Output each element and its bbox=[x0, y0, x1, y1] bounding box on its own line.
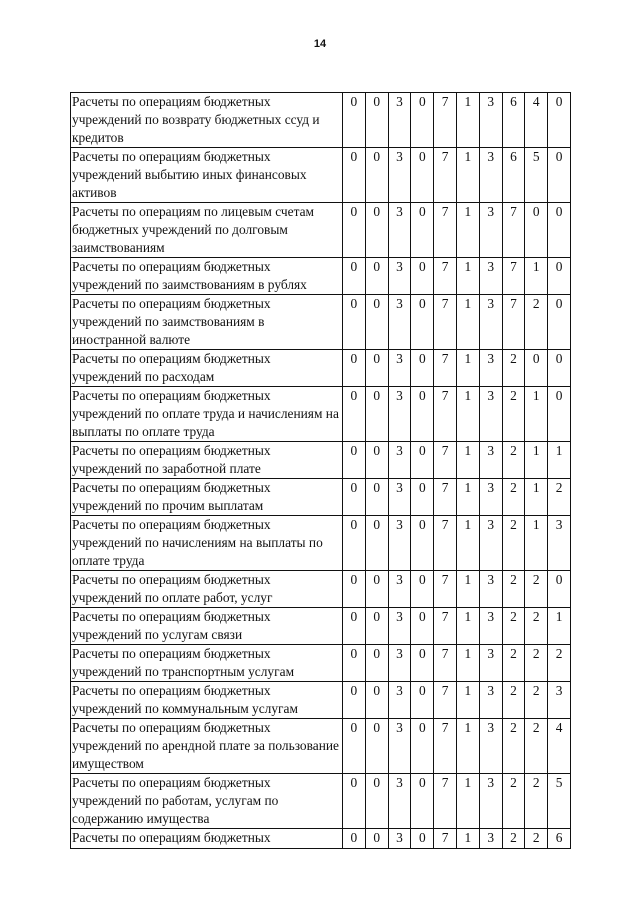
code-digit: 0 bbox=[343, 479, 366, 516]
code-digit: 3 bbox=[479, 479, 502, 516]
code-digit: 0 bbox=[548, 295, 571, 350]
code-digit: 0 bbox=[525, 350, 548, 387]
account-description: Расчеты по операциям бюджетных учреждений по заработной плате bbox=[71, 442, 343, 479]
code-digit: 6 bbox=[548, 829, 571, 849]
code-digit: 3 bbox=[388, 479, 411, 516]
code-digit: 6 bbox=[502, 148, 525, 203]
code-digit: 5 bbox=[548, 774, 571, 829]
code-digit: 0 bbox=[365, 350, 388, 387]
code-digit: 7 bbox=[434, 608, 457, 645]
code-digit: 7 bbox=[434, 148, 457, 203]
code-digit: 3 bbox=[388, 516, 411, 571]
code-digit: 0 bbox=[365, 295, 388, 350]
code-digit: 7 bbox=[434, 774, 457, 829]
code-digit: 1 bbox=[525, 387, 548, 442]
code-digit: 7 bbox=[434, 516, 457, 571]
code-digit: 0 bbox=[411, 608, 434, 645]
code-digit: 0 bbox=[365, 682, 388, 719]
code-digit: 0 bbox=[365, 571, 388, 608]
code-digit: 2 bbox=[525, 571, 548, 608]
code-digit: 0 bbox=[365, 516, 388, 571]
code-digit: 2 bbox=[525, 295, 548, 350]
code-digit: 3 bbox=[479, 719, 502, 774]
code-digit: 1 bbox=[525, 516, 548, 571]
code-digit: 2 bbox=[525, 774, 548, 829]
table-row bbox=[71, 829, 571, 849]
code-digit: 1 bbox=[456, 442, 479, 479]
code-digit: 3 bbox=[548, 516, 571, 571]
code-digit: 2 bbox=[502, 516, 525, 571]
page-number: 14 bbox=[313, 38, 327, 50]
code-digit: 0 bbox=[411, 479, 434, 516]
code-digit: 0 bbox=[343, 571, 366, 608]
code-digit: 0 bbox=[365, 93, 388, 148]
code-digit: 2 bbox=[502, 645, 525, 682]
code-digit: 1 bbox=[456, 203, 479, 258]
account-description: Расчеты по операциям бюджетных учреждений по прочим выплатам bbox=[71, 479, 343, 516]
code-digit: 2 bbox=[525, 829, 548, 849]
table-body bbox=[71, 93, 571, 849]
code-digit: 2 bbox=[502, 774, 525, 829]
code-digit: 7 bbox=[502, 203, 525, 258]
code-digit: 0 bbox=[411, 258, 434, 295]
code-digit: 2 bbox=[502, 387, 525, 442]
code-digit: 3 bbox=[479, 571, 502, 608]
code-digit: 1 bbox=[456, 387, 479, 442]
code-digit: 5 bbox=[525, 148, 548, 203]
code-digit: 2 bbox=[548, 479, 571, 516]
code-digit: 3 bbox=[479, 203, 502, 258]
code-digit: 2 bbox=[502, 608, 525, 645]
code-digit: 3 bbox=[388, 350, 411, 387]
code-digit: 3 bbox=[479, 682, 502, 719]
code-digit: 0 bbox=[411, 829, 434, 849]
code-digit: 1 bbox=[456, 479, 479, 516]
code-digit: 1 bbox=[525, 258, 548, 295]
code-digit: 3 bbox=[388, 295, 411, 350]
code-digit: 0 bbox=[343, 829, 366, 849]
code-digit: 3 bbox=[479, 258, 502, 295]
code-digit: 0 bbox=[365, 387, 388, 442]
account-description: Расчеты по операциям бюджетных учреждений по возврату бюджетных ссуд и кредитов bbox=[71, 93, 343, 148]
code-digit: 6 bbox=[502, 93, 525, 148]
code-digit: 2 bbox=[502, 442, 525, 479]
table-row bbox=[71, 350, 571, 387]
code-digit: 0 bbox=[343, 442, 366, 479]
code-digit: 2 bbox=[502, 350, 525, 387]
code-digit: 1 bbox=[456, 516, 479, 571]
code-digit: 3 bbox=[388, 93, 411, 148]
code-digit: 0 bbox=[548, 203, 571, 258]
code-digit: 0 bbox=[343, 774, 366, 829]
code-digit: 0 bbox=[343, 719, 366, 774]
code-digit: 1 bbox=[548, 608, 571, 645]
code-digit: 3 bbox=[388, 258, 411, 295]
account-codes-table bbox=[70, 92, 571, 849]
code-digit: 2 bbox=[502, 571, 525, 608]
code-digit: 7 bbox=[434, 295, 457, 350]
code-digit: 7 bbox=[434, 645, 457, 682]
account-description: Расчеты по операциям бюджетных учреждений по расходам bbox=[71, 350, 343, 387]
code-digit: 3 bbox=[388, 682, 411, 719]
table-row bbox=[71, 571, 571, 608]
account-description: Расчеты по операциям бюджетных учреждений по арендной плате за пользование имуществом bbox=[71, 719, 343, 774]
code-digit: 3 bbox=[388, 571, 411, 608]
code-digit: 1 bbox=[456, 571, 479, 608]
code-digit: 0 bbox=[548, 258, 571, 295]
code-digit: 1 bbox=[525, 442, 548, 479]
code-digit: 3 bbox=[479, 295, 502, 350]
code-digit: 1 bbox=[456, 258, 479, 295]
code-digit: 0 bbox=[411, 516, 434, 571]
code-digit: 0 bbox=[411, 682, 434, 719]
code-digit: 3 bbox=[479, 93, 502, 148]
code-digit: 0 bbox=[365, 774, 388, 829]
code-digit: 0 bbox=[365, 203, 388, 258]
code-digit: 7 bbox=[502, 258, 525, 295]
code-digit: 0 bbox=[411, 350, 434, 387]
code-digit: 7 bbox=[434, 93, 457, 148]
table-row bbox=[71, 682, 571, 719]
code-digit: 2 bbox=[502, 719, 525, 774]
code-digit: 1 bbox=[456, 350, 479, 387]
account-description: Расчеты по операциям бюджетных учреждений по оплате работ, услуг bbox=[71, 571, 343, 608]
code-digit: 2 bbox=[502, 479, 525, 516]
code-digit: 3 bbox=[548, 682, 571, 719]
code-digit: 3 bbox=[388, 608, 411, 645]
account-description: Расчеты по операциям бюджетных учреждений по транспортным услугам bbox=[71, 645, 343, 682]
code-digit: 1 bbox=[456, 93, 479, 148]
code-digit: 3 bbox=[388, 148, 411, 203]
code-digit: 2 bbox=[502, 682, 525, 719]
code-digit: 7 bbox=[434, 571, 457, 608]
code-digit: 0 bbox=[548, 571, 571, 608]
table-row bbox=[71, 479, 571, 516]
code-digit: 3 bbox=[479, 387, 502, 442]
code-digit: 0 bbox=[343, 516, 366, 571]
code-digit: 2 bbox=[525, 608, 548, 645]
code-digit: 3 bbox=[479, 148, 502, 203]
account-description: Расчеты по операциям бюджетных учреждений по заимствованиям в рублях bbox=[71, 258, 343, 295]
code-digit: 1 bbox=[525, 479, 548, 516]
code-digit: 1 bbox=[456, 295, 479, 350]
code-digit: 0 bbox=[411, 203, 434, 258]
code-digit: 2 bbox=[502, 829, 525, 849]
code-digit: 4 bbox=[548, 719, 571, 774]
code-digit: 0 bbox=[548, 387, 571, 442]
code-digit: 7 bbox=[434, 719, 457, 774]
code-digit: 0 bbox=[365, 719, 388, 774]
code-digit: 7 bbox=[502, 295, 525, 350]
code-digit: 7 bbox=[434, 203, 457, 258]
code-digit: 2 bbox=[548, 645, 571, 682]
account-description: Расчеты по операциям бюджетных учреждений по заимствованиям в иностранной валюте bbox=[71, 295, 343, 350]
code-digit: 3 bbox=[479, 645, 502, 682]
code-digit: 0 bbox=[343, 608, 366, 645]
code-digit: 0 bbox=[365, 829, 388, 849]
account-description: Расчеты по операциям бюджетных учреждений по начислениям на выплаты по оплате труда bbox=[71, 516, 343, 571]
code-digit: 0 bbox=[548, 93, 571, 148]
code-digit: 0 bbox=[343, 93, 366, 148]
account-description: Расчеты по операциям бюджетных учреждений по оплате труда и начислениям на выплаты по оплате труда bbox=[71, 387, 343, 442]
code-digit: 3 bbox=[479, 350, 502, 387]
table-row bbox=[71, 516, 571, 571]
code-digit: 0 bbox=[411, 571, 434, 608]
table-row bbox=[71, 645, 571, 682]
code-digit: 7 bbox=[434, 829, 457, 849]
code-digit: 0 bbox=[411, 719, 434, 774]
code-digit: 0 bbox=[411, 148, 434, 203]
code-digit: 0 bbox=[343, 148, 366, 203]
table-row bbox=[71, 258, 571, 295]
table-row bbox=[71, 387, 571, 442]
code-digit: 0 bbox=[343, 682, 366, 719]
code-digit: 2 bbox=[525, 645, 548, 682]
code-digit: 3 bbox=[388, 829, 411, 849]
code-digit: 0 bbox=[525, 203, 548, 258]
code-digit: 0 bbox=[343, 295, 366, 350]
code-digit: 7 bbox=[434, 258, 457, 295]
code-digit: 0 bbox=[343, 203, 366, 258]
code-digit: 1 bbox=[456, 774, 479, 829]
code-digit: 0 bbox=[411, 774, 434, 829]
account-description: Расчеты по операциям бюджетных учреждений по услугам связи bbox=[71, 608, 343, 645]
table-row bbox=[71, 203, 571, 258]
code-digit: 0 bbox=[365, 479, 388, 516]
account-description: Расчеты по операциям бюджетных учреждений по коммунальным услугам bbox=[71, 682, 343, 719]
code-digit: 1 bbox=[548, 442, 571, 479]
code-digit: 3 bbox=[479, 608, 502, 645]
table-row bbox=[71, 774, 571, 829]
account-description: Расчеты по операциям бюджетных bbox=[71, 829, 343, 849]
code-digit: 3 bbox=[479, 829, 502, 849]
code-digit: 0 bbox=[343, 258, 366, 295]
code-digit: 3 bbox=[388, 442, 411, 479]
code-digit: 0 bbox=[411, 295, 434, 350]
code-digit: 1 bbox=[456, 829, 479, 849]
code-digit: 3 bbox=[479, 774, 502, 829]
code-digit: 3 bbox=[388, 203, 411, 258]
code-digit: 3 bbox=[479, 516, 502, 571]
code-digit: 7 bbox=[434, 387, 457, 442]
code-digit: 0 bbox=[411, 93, 434, 148]
table-row bbox=[71, 719, 571, 774]
code-digit: 0 bbox=[548, 350, 571, 387]
table-row bbox=[71, 608, 571, 645]
code-digit: 4 bbox=[525, 93, 548, 148]
code-digit: 0 bbox=[343, 350, 366, 387]
code-digit: 0 bbox=[343, 645, 366, 682]
code-digit: 0 bbox=[343, 387, 366, 442]
account-description: Расчеты по операциям по лицевым счетам бюджетных учреждений по долговым заимствованиям bbox=[71, 203, 343, 258]
code-digit: 2 bbox=[525, 682, 548, 719]
code-digit: 3 bbox=[479, 442, 502, 479]
code-digit: 1 bbox=[456, 608, 479, 645]
code-digit: 7 bbox=[434, 350, 457, 387]
code-digit: 3 bbox=[388, 645, 411, 682]
code-digit: 0 bbox=[365, 645, 388, 682]
code-digit: 0 bbox=[411, 645, 434, 682]
account-description: Расчеты по операциям бюджетных учреждений выбытию иных финансовых активов bbox=[71, 148, 343, 203]
code-digit: 3 bbox=[388, 387, 411, 442]
code-digit: 7 bbox=[434, 479, 457, 516]
code-digit: 0 bbox=[365, 442, 388, 479]
code-digit: 0 bbox=[365, 608, 388, 645]
table-row bbox=[71, 442, 571, 479]
code-digit: 0 bbox=[548, 148, 571, 203]
table-row bbox=[71, 148, 571, 203]
code-digit: 3 bbox=[388, 774, 411, 829]
code-digit: 1 bbox=[456, 682, 479, 719]
code-digit: 0 bbox=[411, 387, 434, 442]
code-digit: 1 bbox=[456, 645, 479, 682]
code-digit: 7 bbox=[434, 682, 457, 719]
code-digit: 0 bbox=[411, 442, 434, 479]
code-digit: 0 bbox=[365, 148, 388, 203]
code-digit: 3 bbox=[388, 719, 411, 774]
code-digit: 1 bbox=[456, 148, 479, 203]
code-digit: 7 bbox=[434, 442, 457, 479]
code-digit: 0 bbox=[365, 258, 388, 295]
table-row bbox=[71, 93, 571, 148]
code-digit: 2 bbox=[525, 719, 548, 774]
table-row bbox=[71, 295, 571, 350]
account-description: Расчеты по операциям бюджетных учреждений по работам, услугам по содержанию имущества bbox=[71, 774, 343, 829]
code-digit: 1 bbox=[456, 719, 479, 774]
